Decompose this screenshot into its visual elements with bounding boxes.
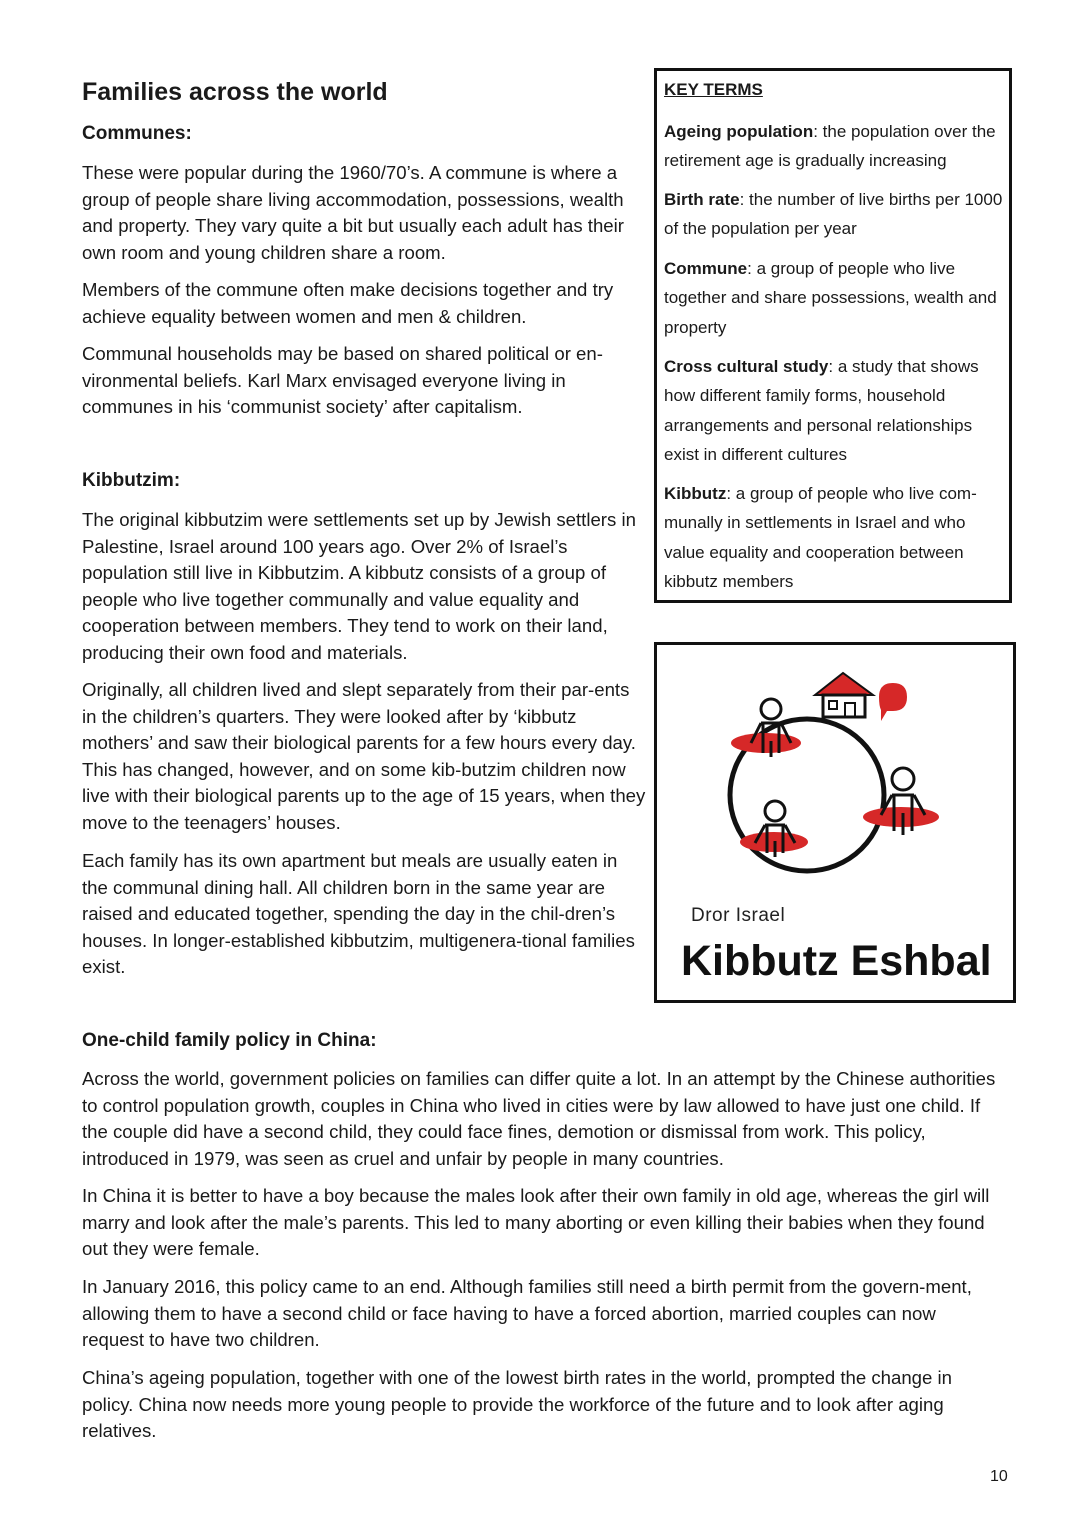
kibbutzim-paragraph-2: Originally, all children lived and slept separately from their par-ents in the children’s quarters. They were looked after by ‘kibbutz mothers’ and saw their biological parents for a few hours every day. This has changed, however, and on some kib-butzim children now live with their biological parents up to the age of 15 years, when they move to the teenagers’ houses. (82, 679, 646, 833)
key-term-kibbutz (664, 479, 1004, 596)
key-term-label: Ageing population (664, 122, 814, 141)
communes-heading: Communes: (82, 123, 192, 144)
logo-subtitle: Dror Israel (691, 905, 786, 926)
kibbutz-logo-box (654, 642, 1016, 1003)
key-term-ageing-population (664, 117, 1004, 176)
china-paragraph-2: In China it is better to have a boy because the males look after their own family in old age, whereas the girl will marry and look after the male’s parents. This led to many aborting or even killing their babies when they found out they were female. (82, 1185, 990, 1260)
china-paragraph-4: China’s ageing population, together with one of the lowest birth rates in the world, prompted the change in policy. China now needs more young people to provide the workforce of the future and to look after aging relatives. (82, 1367, 952, 1442)
communes-paragraph-1: These were popular during the 1960/70’s. A commune is where a group of people share living accommodation, possessions, wealth and property. They vary quite a bit but usually each adult has their own room and young children share a room. (82, 162, 624, 263)
key-term-birth-rate (664, 185, 1004, 244)
kibbutzim-paragraph-3: Each family has its own apartment but meals are usually eaten in the communal dining hall. All children born in the same year are raised and educated together, spending the day in the chil-dren’s houses. In longer-established kibbutzim, multigenera-tional families exist. (82, 850, 635, 978)
key-terms-title: KEY TERMS (664, 80, 763, 99)
communes-paragraph-2: Members of the commune often make decisions together and try achieve equality between women and men & children. (82, 279, 614, 327)
key-term-label: Birth rate (664, 190, 740, 209)
page-title: Families across the world (82, 78, 388, 106)
china-heading: One-child family policy in China: (82, 1030, 377, 1051)
key-term-commune (664, 254, 1004, 342)
kibbutz-logo-icon (657, 645, 1013, 905)
china-paragraph-3: In January 2016, this policy came to an end. Although families still need a birth permit from the govern-ment, allowing them to have a second child or face having to have a forced abortion, married couples can now request to have two children. (82, 1276, 972, 1351)
key-term-definition: : a group of people who live together and share possessions, wealth and property (664, 259, 997, 337)
key-term-definition: : the population over the retirement age is gradually increasing (664, 122, 996, 171)
logo-name: Kibbutz Eshbal (681, 937, 992, 985)
kibbutzim-paragraph-1: The original kibbutzim were settlements set up by Jewish settlers in Palestine, Israel around 100 years ago. Over 2% of Israel’s population still live in Kibbutzim. A kibbutz consists of a group of people who live together communally and value equality and cooperation between members. They tend to work on their land, producing their own food and materials. (82, 509, 636, 663)
key-term-definition: : the number of live births per 1000 of the population per year (664, 190, 1003, 239)
key-term-label: Cross cultural study (664, 357, 829, 376)
communes-paragraph-3: Communal households may be based on shared political or en-vironmental beliefs. Karl Marx envisaged everyone living in communes in his ‘communist society’ after capitalism. (82, 343, 603, 418)
kibbutzim-heading: Kibbutzim: (82, 470, 181, 491)
key-term-label: Kibbutz (664, 484, 727, 503)
key-term-definition: : a study that shows how different family forms, household arrangements and personal relationships exist in different cultures (664, 357, 979, 464)
page-number: 10 (990, 1468, 1008, 1485)
key-term-definition: : a group of people who live com-munally in settlements in Israel and who value equality and cooperation between kibbutz members (664, 484, 977, 591)
key-term-label: Commune (664, 259, 748, 278)
key-terms-box (654, 68, 1012, 603)
china-paragraph-1: Across the world, government policies on families can differ quite a lot. In an attempt by the Chinese authorities to control population growth, couples in China who lived in cities were by law allowed to have just one child. If the couple did have a second child, they could face fines, demotion or dismissal from work. This policy, introduced in 1979, was seen as cruel and unfair by people in many countries. (82, 1068, 996, 1169)
key-term-cross-cultural-study (664, 352, 1004, 469)
